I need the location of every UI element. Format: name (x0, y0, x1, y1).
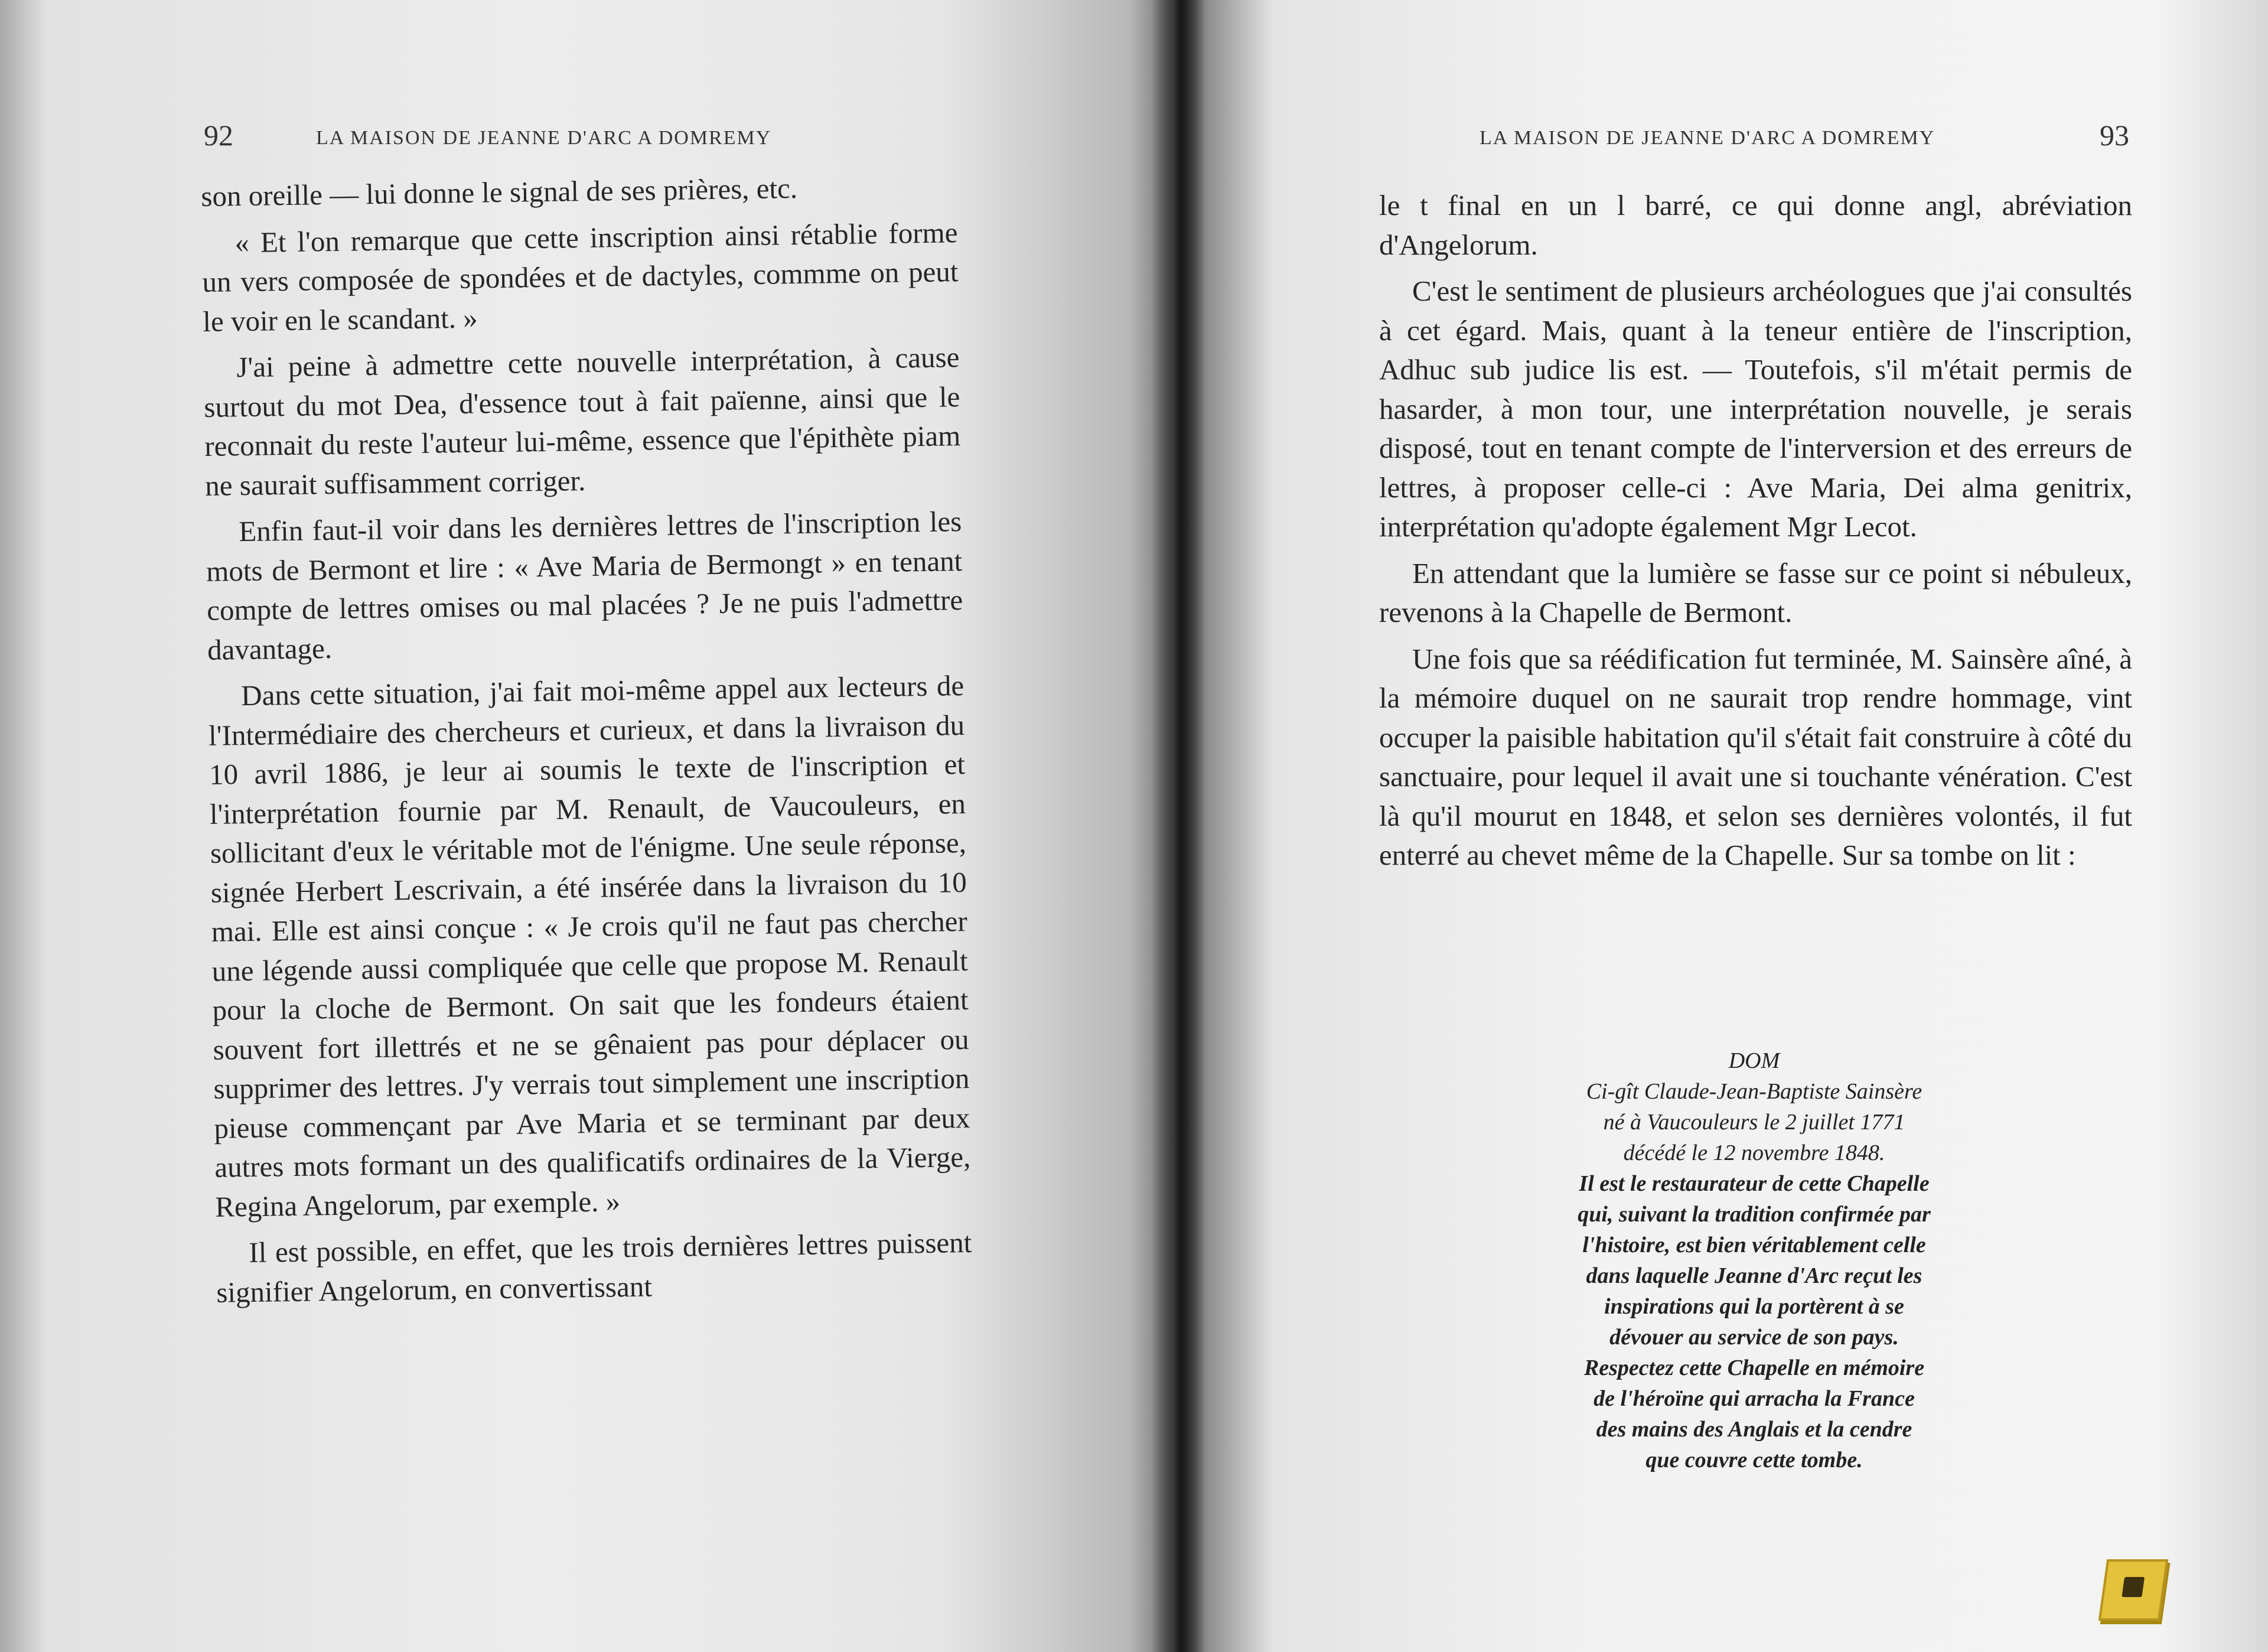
epitaph (1435, 1045, 2073, 1475)
paragraph: Une fois que sa réédification fut terminée, M. Sainsère aîné, à la mémoire duquel on ne saurait trop rendre hommage, vint occuper la paisible habitation qu'il s'était fait construire à côté du sanctuaire, pour lequel il avait une si touchante vénération. C'est là qu'il mourut en 1848, et selon ses dernières volontés, il fut enterré au chevet même de la Chapelle. Sur sa tombe on lit : (1379, 642, 2132, 871)
epitaph-line: qui, suivant la tradition confirmée par (1578, 1202, 1931, 1227)
epitaph-line: dévouer au service de son pays. (1609, 1325, 1899, 1350)
epitaph-line: que couvre cette tombe. (1645, 1448, 1863, 1472)
marker-hole (2122, 1577, 2145, 1597)
epitaph-line: Il est le restaurateur de cette Chapelle (1579, 1171, 1930, 1196)
right-body-text (1379, 186, 2132, 882)
epitaph-line: Respectez cette Chapelle en mémoire (1583, 1356, 1925, 1380)
epitaph-line: né à Vaucouleurs le 2 juillet 1771 (1603, 1110, 1905, 1135)
epitaph-line: l'histoire, est bien véritablement celle (1582, 1233, 1926, 1257)
running-head: LA MAISON DE JEANNE D'ARC A DOMREMY (316, 127, 772, 149)
yellow-marker-icon (2098, 1559, 2169, 1621)
paragraph: Dans cette situation, j'ai fait moi-même appel aux lecteurs de l'Intermédiaire des chercheurs et curieux, et dans la livraison du 10 avril 1886, je leur ai soumis le texte de l'inscription et l'interprétation fournie par M. Renault, de Vaucouleurs, en sollicitant d'eux le véritable mot de l'énigme. Une seule réponse, signée Herbert Lescrivain, a été insérée dans la livraison du 10 mai. Elle est ainsi conçue : « Je crois qu'il ne faut pas chercher une légende aussi compliquée que celle que propose M. Renault pour la cloche de Bermont. On sait que les fondeurs étaient souvent fort illettrés et ne se gênaient pas pour déplacer ou supprimer des lettres. J'y verrais tout simplement une inscription pieuse commençant par Ave Maria et se terminant par deux autres mots formant un des qualificatifs ordinaires de la Vierge, Regina Angelorum, par exemple. » (208, 669, 971, 1223)
page-number: 93 (2100, 119, 2129, 152)
paragraph: Enfin faut-il voir dans les dernières lettres de l'inscription les mots de Bermont et lire : « Ave Maria de Bermongt » en tenant compte de lettres omises ou mal placées ? Je ne puis l'admettre davantage. (206, 505, 963, 666)
paragraph: Il est possible, en effet, que les trois dernières lettres puissent signifier Angelorum, en convertissant (216, 1226, 972, 1309)
epitaph-line: de l'héroïne qui arracha la France (1594, 1386, 1915, 1411)
epitaph-line: DOM (1728, 1048, 1780, 1073)
epitaph-line: décédé le 12 novembre 1848. (1623, 1141, 1885, 1165)
paragraph: En attendant que la lumière se fasse sur ce point si nébuleux, revenons à la Chapelle de Bermont. (1379, 556, 2132, 628)
page-number: 92 (204, 119, 233, 152)
epitaph-line: Ci-gît Claude-Jean-Baptiste Sainsère (1586, 1079, 1922, 1104)
epitaph-line: des mains des Anglais et la cendre (1596, 1417, 1912, 1442)
paragraph: C'est le sentiment de plusieurs archéologues que j'ai consultés à cet égard. Mais, quant à la teneur entière de l'inscription, Adhuc sub judice lis est. — Toutefois, s'il m'était permis de hasarder, à mon tour, une interprétation nouvelle, je serais disposé, tout en tenant compte de l'interversion et des erreurs de lettres, à proposer celle-ci : Ave Maria, Dei alma genitrix, interprétation qu'adopte également Mgr Lecot. (1379, 275, 2132, 543)
epitaph-line: dans laquelle Jeanne d'Arc reçut les (1586, 1263, 1922, 1288)
left-body-text (201, 167, 973, 1319)
paragraph: J'ai peine à admettre cette nouvelle interprétation, à cause surtout du mot Dea, d'essence tout à fait païenne, ainsi que le reconnait du reste l'auteur lui-même, essence que l'épithète piam ne saurait suffisamment corriger. (204, 341, 961, 502)
paragraph: « Et l'on remarque que cette inscription ainsi rétablie forme un vers composée de spondées et de dactyles, commme on peut le voir en le scandant. » (202, 216, 959, 338)
paragraph: son oreille — lui donne le signal de ses prières, etc. (201, 171, 798, 213)
paragraph: le t final en un l barré, ce qui donne angl, abréviation d'Angelorum. (1379, 189, 2132, 261)
book-gutter (1152, 0, 1205, 1652)
epitaph-line: inspirations qui la portèrent à se (1604, 1294, 1904, 1319)
running-head: LA MAISON DE JEANNE D'ARC A DOMREMY (1480, 127, 1935, 149)
